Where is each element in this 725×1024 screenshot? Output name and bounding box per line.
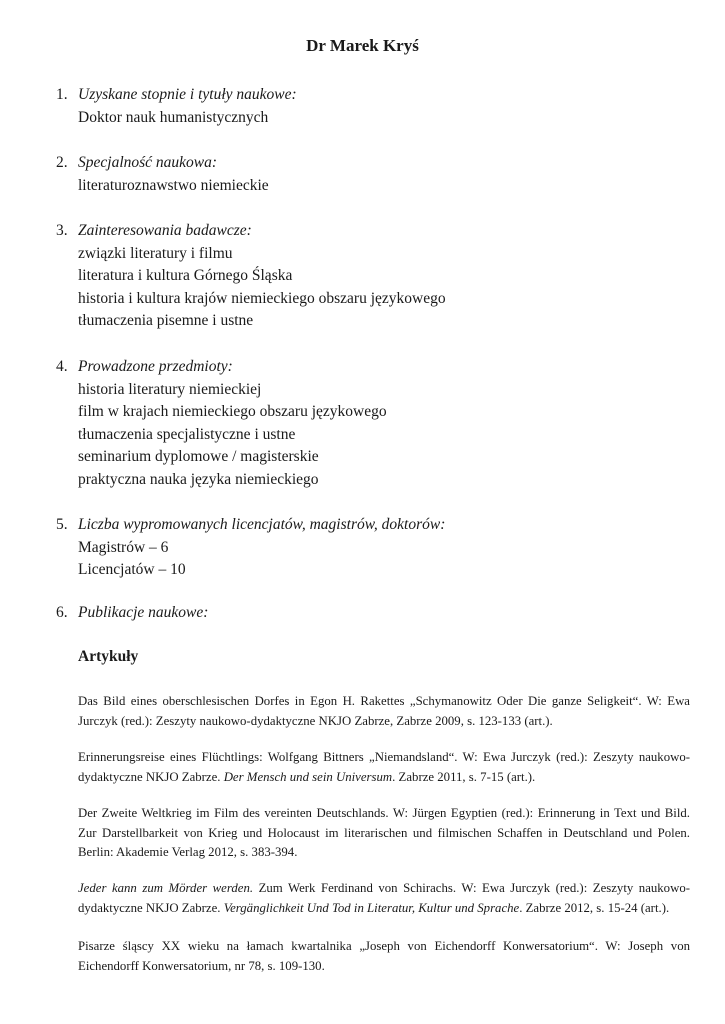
section-item: film w krajach niemieckiego obszaru językowego [78,403,387,421]
publication-text: Pisarze śląscy XX wieku na łamach kwartalnika „Joseph von Eichendorff Konwersatorium“. W: Joseph von Eichendorff Konwersatorium, nr 78, s. 109-130. [78,939,690,973]
section-item: literatura i kultura Górnego Śląska [78,267,293,285]
section-item: związki literatury i filmu [78,244,233,262]
section-label: Uzyskane stopnie i tytuły naukowe: [78,86,297,103]
section-item: Magistrów – 6 [78,538,169,556]
section-label: Zainteresowania badawcze: [78,222,252,239]
section-label: Liczba wypromowanych licencjatów, magistrów, doktorów: [78,516,446,533]
publication-entry [78,748,690,787]
publication-text: Zum Werk Ferdinand von Schirachs. W: Ewa Jurczyk (red.): Zeszyty naukowo-dydaktyczne NKJO Zabrze. [78,881,690,915]
publication-entry [78,692,690,731]
section-item: literaturoznawstwo niemieckie [78,176,269,194]
publication-text: Der Zweite Weltkrieg im Film des vereinten Deutschlands. W: Jürgen Egyptien (red.): Erinnerung in Text und Bild. Zur Darstellbarkeit von Krieg und Holocaust im literarischen und filmischen Schaffen in Deutschland und Polen. Berlin: Akademie Verlag 2012, s. 383-394. [78,806,690,859]
publication-text: . Zabrze 2012, s. 15-24 (art.). [519,900,670,915]
section-degrees [56,84,696,129]
section-item: praktyczna nauka języka niemieckiego [78,470,319,488]
section-item: historia literatury niemieckiej [78,380,262,398]
section-research-interests [56,220,696,333]
publication-title-italic: Jeder kann zum Mörder werden. [78,881,254,895]
section-number: 5. [56,516,68,533]
publication-text: . Zabrze 2011, s. 7-15 (art.). [392,769,536,784]
section-label: Specjalność naukowa: [78,154,218,171]
section-number: 4. [56,358,68,375]
publication-title-italic: Vergänglichkeit Und Tod in Literatur, Kultur und Sprache [223,900,520,915]
section-label: Prowadzone przedmioty: [78,358,233,375]
section-number: 1. [56,86,68,103]
section-item: Licencjatów – 10 [78,561,186,579]
section-number: 6. [56,604,68,621]
page-title: Dr Marek Kryś [306,36,419,55]
section-item: tłumaczenia specjalistyczne i ustne [78,425,296,443]
section-item: historia i kultura krajów niemieckiego obszaru językowego [78,289,446,307]
section-item: seminarium dyplomowe / magisterskie [78,448,319,466]
section-item: Doktor nauk humanistycznych [78,108,269,126]
section-specialty [56,152,696,197]
articles-heading: Artykuły [78,648,139,665]
publication-entry [78,937,690,976]
section-number: 3. [56,222,68,239]
publication-text: Erinnerungsreise eines Flüchtlings: Wolfgang Bittners „Niemandsland“. W: Ewa Jurczyk (red.): Zeszyty naukowo-dydaktyczne NKJO Zabrze. [78,750,690,784]
publication-entry [78,879,690,918]
section-item: tłumaczenia pisemne i ustne [78,312,254,330]
publication-entry [78,804,690,863]
section-graduates [56,514,696,582]
publication-text: Das Bild eines oberschlesischen Dorfes in Egon H. Rakettes „Schymanowitz Oder Die ganze Seligkeit“. W: Ewa Jurczyk (red.): Zeszyty naukowo-dydaktyczne NKJO Zabrze, Zabrze 2009, s. 123-133 (art.). [78,694,690,728]
section-label: Publikacje naukowe: [78,604,209,621]
publication-title-italic: Der Mensch und sein Universum [223,769,393,784]
section-courses [56,356,696,492]
section-number: 2. [56,154,68,171]
section-publications [56,602,696,625]
